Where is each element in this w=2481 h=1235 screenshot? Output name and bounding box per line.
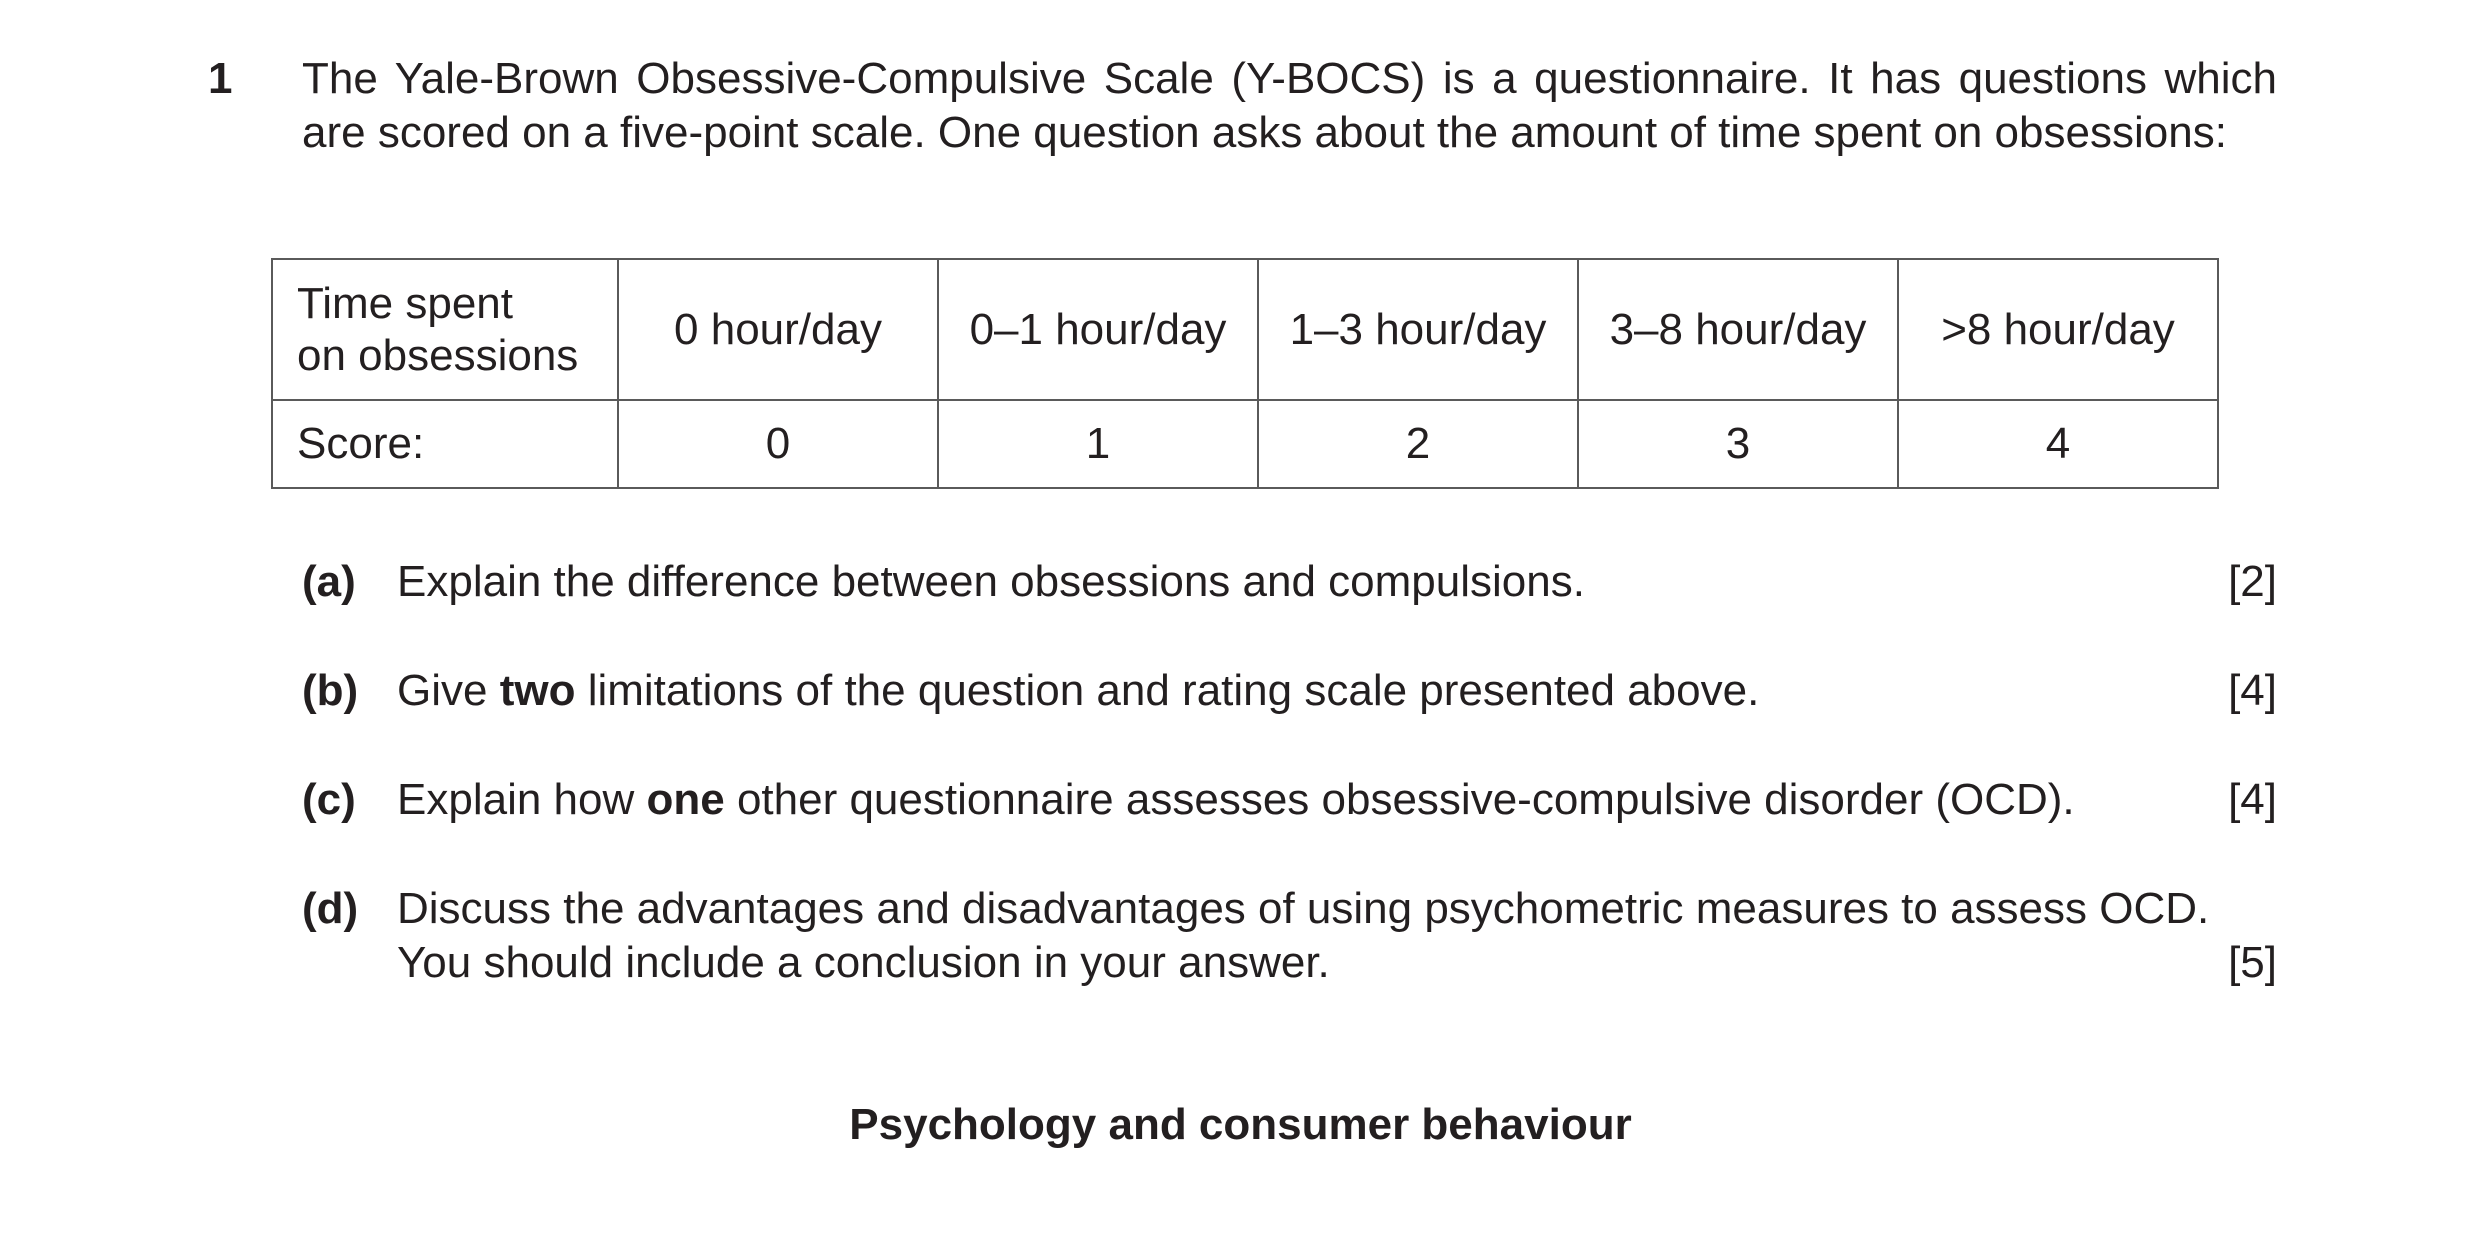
table-cell: 3–8 hour/day bbox=[1578, 259, 1898, 400]
part-text bbox=[397, 773, 2277, 827]
text-segment: other questionnaire assesses obsessive-compulsive disorder (OCD). bbox=[724, 775, 2075, 824]
header-label-line1: Time spent bbox=[297, 278, 514, 328]
ybocs-scale-table bbox=[271, 258, 2219, 489]
part-label: (a) bbox=[302, 557, 356, 606]
table-cell: 1–3 hour/day bbox=[1258, 259, 1578, 400]
part-label: (d) bbox=[302, 884, 359, 933]
part-b bbox=[302, 664, 2277, 718]
part-c bbox=[302, 773, 2277, 827]
part-label: (c) bbox=[302, 775, 356, 824]
part-marks: [4] bbox=[2228, 666, 2277, 715]
part-text bbox=[397, 882, 2277, 990]
table-cell: 2 bbox=[1258, 400, 1578, 488]
table-row bbox=[272, 400, 2218, 488]
table-cell: 3 bbox=[1578, 400, 1898, 488]
part-text: Explain the difference between obsessions and compulsions. bbox=[397, 557, 1585, 606]
text-segment: Give bbox=[397, 666, 500, 715]
table-row bbox=[272, 259, 2218, 400]
text-segment: Explain how bbox=[397, 775, 647, 824]
part-d bbox=[302, 882, 2277, 990]
header-label-line2: on obsessions bbox=[297, 330, 579, 380]
part-marks: [5] bbox=[2228, 938, 2277, 987]
table-cell: >8 hour/day bbox=[1898, 259, 2218, 400]
table-cell: 4 bbox=[1898, 400, 2218, 488]
text-segment: limitations of the question and rating scale presented above. bbox=[575, 666, 1760, 715]
part-a bbox=[302, 555, 2277, 609]
part-text bbox=[397, 664, 2277, 718]
table-cell: 0 bbox=[618, 400, 938, 488]
table-cell: 0 hour/day bbox=[618, 259, 938, 400]
question-number: 1 bbox=[208, 54, 233, 103]
score-label: Score: bbox=[272, 400, 618, 488]
table-cell: 0–1 hour/day bbox=[938, 259, 1258, 400]
table-header-cell bbox=[272, 259, 618, 400]
text-emphasis: two bbox=[499, 666, 576, 715]
part-text-line2: You should include a conclusion in your answer. bbox=[397, 938, 1330, 987]
section-title: Psychology and consumer behaviour bbox=[849, 1100, 1632, 1149]
text-emphasis: one bbox=[646, 775, 725, 824]
part-label: (b) bbox=[302, 666, 359, 715]
table-cell: 1 bbox=[938, 400, 1258, 488]
part-marks: [2] bbox=[2228, 557, 2277, 606]
part-marks: [4] bbox=[2228, 775, 2277, 824]
question-intro: The Yale-Brown Obsessive-Compulsive Scale (Y-BOCS) is a questionnaire. It has questions which are scored on a five-point scale. One question asks about the amount of time spent on obsessions: bbox=[302, 54, 2277, 157]
part-text-line1: Discuss the advantages and disadvantages of using psychometric measures to assess OCD. bbox=[397, 884, 2210, 933]
